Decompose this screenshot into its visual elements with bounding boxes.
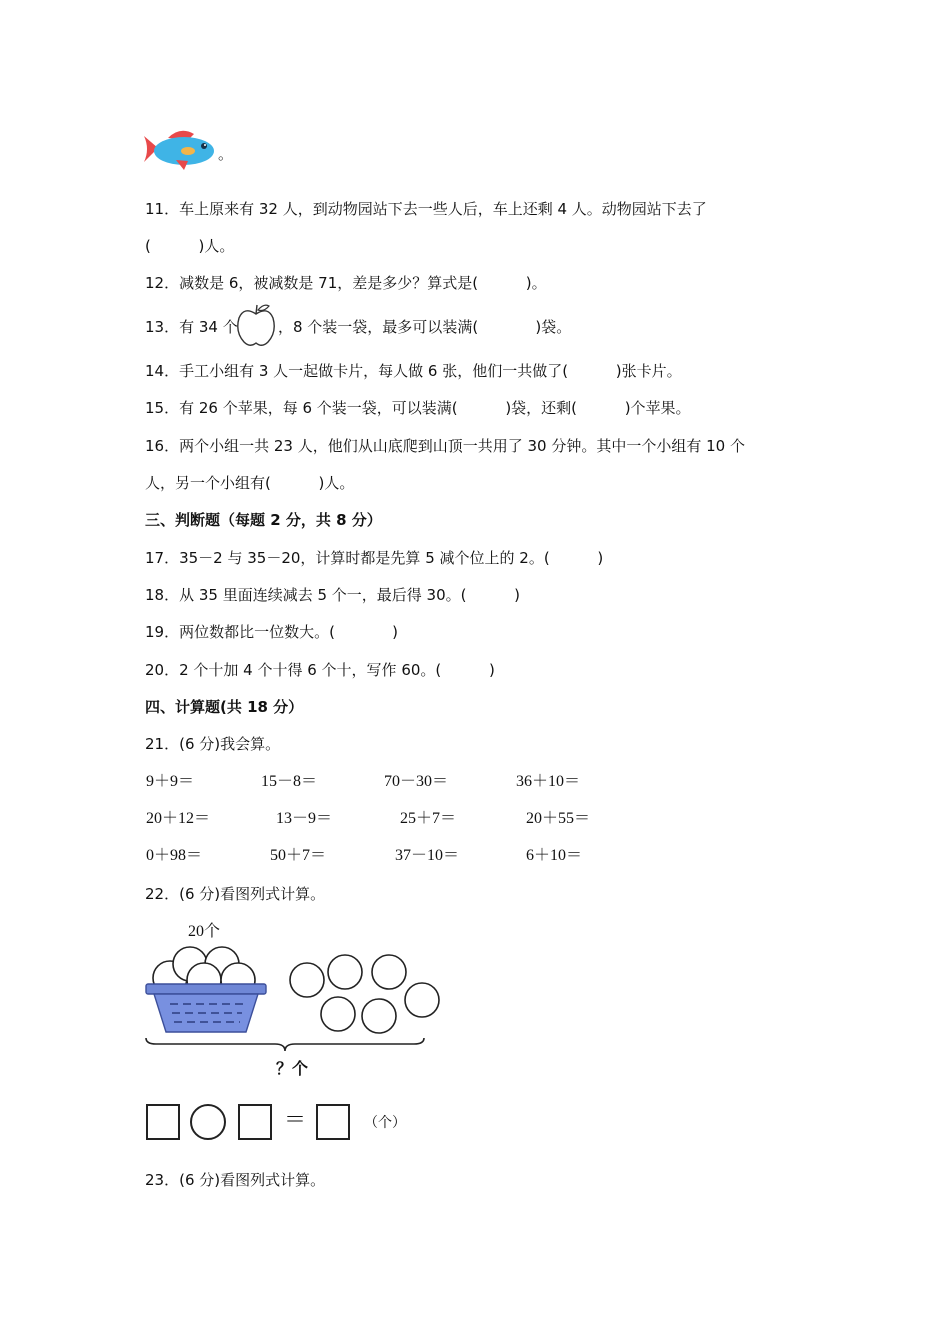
- question-11-line2: ( )人。: [145, 237, 235, 255]
- question-16-line1: 16．两个小组一共 23 人，他们从山底爬到山顶一共用了 30 分钟。其中一个小组有 10 个: [145, 437, 745, 455]
- calc-item: 9＋9＝: [146, 773, 195, 790]
- question-22: 22．(6 分)看图列式计算。: [145, 885, 326, 903]
- question-16-line2: 人，另一个小组有( )人。: [145, 474, 355, 492]
- calc-item: 15－8＝: [261, 773, 318, 790]
- question-19: 19．两位数都比一位数大。( ): [145, 623, 399, 641]
- question-15: 15．有 26 个苹果，每 6 个装一袋，可以装满( )袋，还剩( )个苹果。: [145, 399, 691, 417]
- brace: [142, 1036, 428, 1054]
- fish-line-end: 。: [218, 145, 234, 163]
- unit-label: （个）: [364, 1115, 406, 1131]
- answer-box[interactable]: [238, 1104, 272, 1140]
- question-23: 23．(6 分)看图列式计算。: [145, 1171, 326, 1189]
- calc-item: 13－9＝: [276, 810, 333, 827]
- question-17: 17．35－2 与 35－20，计算时都是先算 5 减个位上的 2。( ): [145, 549, 604, 567]
- total-label: ？个: [276, 1061, 309, 1078]
- basket-figure: [140, 940, 450, 1040]
- equals-sign: ＝: [284, 1107, 307, 1132]
- question-20: 20．2 个十加 4 个十得 6 个十，写作 60。( ): [145, 661, 495, 679]
- basket-label: 20个: [188, 923, 221, 940]
- apple-icon: [234, 302, 278, 348]
- question-18: 18．从 35 里面连续减去 5 个一，最后得 30。( ): [145, 586, 521, 604]
- question-13-part1: 13．有 34 个: [145, 318, 238, 336]
- answer-box[interactable]: [146, 1104, 180, 1140]
- section-3-title: 三、判断题（每题 2 分，共 8 分）: [145, 511, 382, 529]
- answer-box[interactable]: [316, 1104, 350, 1140]
- question-21: 21．(6 分)我会算。: [145, 735, 281, 753]
- calc-item: 20＋12＝: [146, 810, 211, 827]
- calc-item: 37－10＝: [395, 847, 460, 864]
- section-4-title: 四、计算题(共 18 分）: [145, 698, 304, 716]
- calc-item: 0＋98＝: [146, 847, 203, 864]
- question-13-part2: ，8 个装一袋，最多可以装满( )袋。: [278, 318, 572, 336]
- calc-item: 25＋7＝: [400, 810, 457, 827]
- question-12: 12．减数是 6，被减数是 71，差是多少？算式是( )。: [145, 274, 547, 292]
- operator-circle[interactable]: [190, 1104, 226, 1140]
- calc-item: 6＋10＝: [526, 847, 583, 864]
- question-11-line1: 11．车上原来有 32 人，到动物园站下去一些人后，车上还剩 4 人。动物园站下去了: [145, 200, 707, 218]
- question-14: 14．手工小组有 3 人一起做卡片，每人做 6 张，他们一共做了( )张卡片。: [145, 362, 682, 380]
- calc-item: 20＋55＝: [526, 810, 591, 827]
- calc-item: 36＋10＝: [516, 773, 581, 790]
- calc-item: 70－30＝: [384, 773, 449, 790]
- fish-icon: [140, 128, 220, 172]
- calc-item: 50＋7＝: [270, 847, 327, 864]
